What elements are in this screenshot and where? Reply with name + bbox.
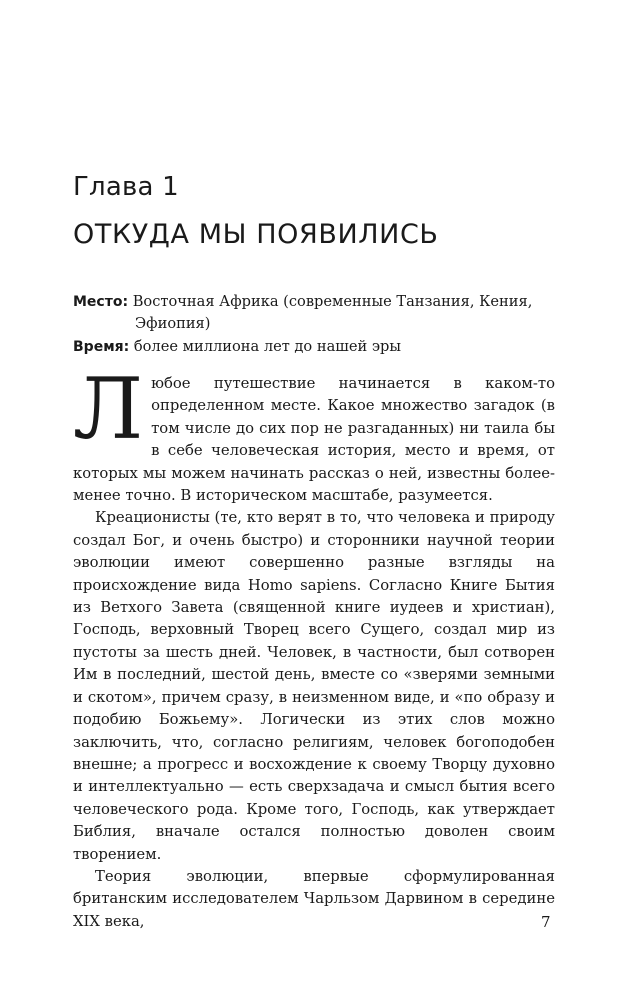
time-key: Время: bbox=[73, 339, 130, 355]
paragraph-1 bbox=[73, 360, 555, 507]
chapter-label: Глава 1 bbox=[73, 172, 179, 202]
paragraph-2: Креационисты (те, кто верят в то, что человека и природу создал Бог, и очень быстро) и сторонники научной теории эволюции имеют совершенно разные взгляды на происхождение вида Homo sapiens. Согласно Книге Бытия из Ветхого Завета (священной книге иудеев и христиан), Господь, верховный Творец всего Сущего, создал мир из пустоты за шесть дней. Человек, в частности, был сотворен Им в последний, шестой день, вместе со «зверями земными и скотом», причем сразу, в неизменном виде, и «по образу и подобию Божьему». Логически из этих слов можно заключить, что, согласно религиям, человек богоподобен внешне; а прогресс и восхождение к своему Творцу духовно и интеллектуально — есть сверхзадача и смысл бытия всего человеческого рода. Кроме того, Господь, как утверждает Библия, вначале остался полностью доволен своим творением. bbox=[73, 509, 555, 863]
meta-time bbox=[73, 336, 553, 358]
drop-cap: Л bbox=[73, 360, 144, 458]
time-value: более миллиона лет до нашей эры bbox=[133, 338, 401, 355]
paragraph-1-text: юбое путешествие начинается в каком-то определенном месте. Какое множество загадок (в том числе до сих пор не разгаданных) ни таила бы в себе человеческая история, место и время, от которых мы можем начинать рассказ о ней, известны более-менее точно. В историческом масштабе, разумеется. bbox=[73, 375, 555, 505]
paragraph-3: Теория эволюции, впервые сформулированная британским исследователем Чарльзом Дарвином в середине XIX века, bbox=[73, 867, 555, 930]
place-value-line2: Эфиопия) bbox=[135, 315, 211, 332]
page-number: 7 bbox=[541, 913, 551, 931]
body-text bbox=[73, 360, 555, 933]
meta-place bbox=[73, 291, 553, 335]
place-key: Место: bbox=[73, 294, 129, 310]
chapter-title: ОТКУДА МЫ ПОЯВИЛИСЬ bbox=[73, 219, 439, 250]
place-value-line1: Восточная Африка (современные Танзания, Кения, bbox=[132, 293, 533, 310]
